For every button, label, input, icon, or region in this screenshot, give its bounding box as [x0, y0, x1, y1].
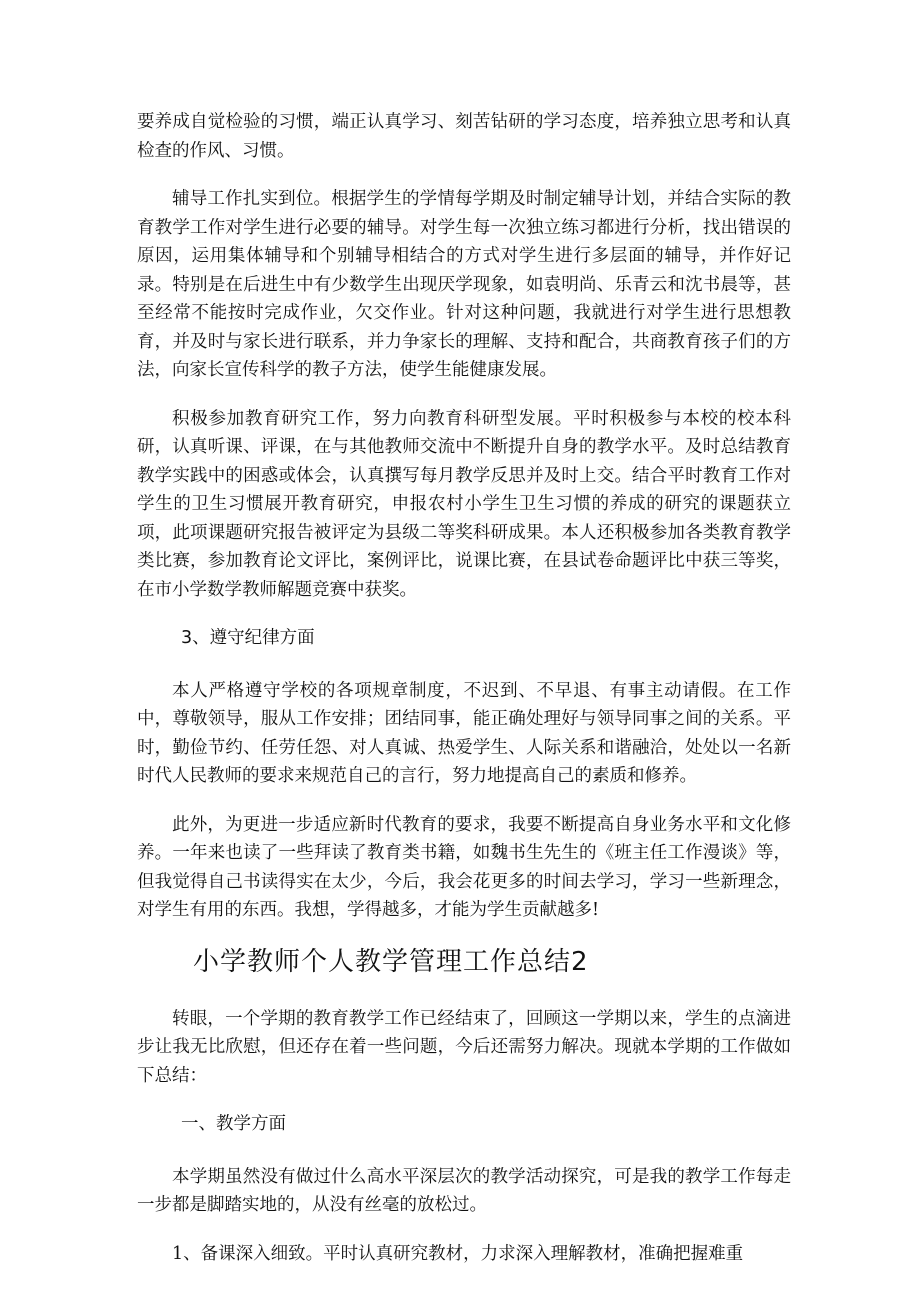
- section-label: 、遵守纪律方面: [192, 628, 315, 648]
- section-heading-teaching: 一、教学方面: [181, 1114, 286, 1134]
- paragraph-teaching: 本学期虽然没有做过什么高水平深层次的教学活动探究，可是我的教学工作每走一步都是脚踏实地的，从没有丝毫的放松过。: [137, 1166, 791, 1215]
- paragraph-habits: 要养成自觉检验的习惯，端正认真学习、刻苦钻研的学习态度，培养独立思考和认真检查的作风、习惯。: [137, 112, 791, 161]
- paragraph-discipline: 本人严格遵守学校的各项规章制度，不迟到、不早退、有事主动请假。在工作中，尊敬领导，服从工作安排；团结同事，能正确处理好与领导同事之间的关系。平时，勤俭节约、任劳任怨、对人真诚、热爱学生、人际关系和谐融洽，处处以一名新时代人民教师的要求来规范自己的言行，努力地提高自己的素质和修养。: [137, 680, 791, 786]
- document-page: [137, 108, 791, 1268]
- document-title-2: 小学教师个人教学管理工作总结2: [193, 946, 589, 977]
- paragraph-self-improvement: 此外，为更进一步适应新时代教育的要求，我要不断提高自身业务水平和文化修养。一年来也读了一些拜读了教育类书籍，如魏书生先生的《班主任工作漫谈》等，但我觉得自己书读得实在太少，今后，我会花更多的时间去学习，学习一些新理念，对学生有用的东西。我想，学得越多，才能为学生贡献越多!: [137, 814, 791, 920]
- section-number: 3: [181, 628, 193, 648]
- paragraph-tutoring: 辅导工作扎实到位。根据学生的学情每学期及时制定辅导计划，并结合实际的教育教学工作对学生进行必要的辅导。对学生每一次独立练习都进行分析，找出错误的原因，运用集体辅导和个别辅导相结合的方式对学生进行多层面的辅导，并作好记录。特别是在后进生中有少数学生出现厌学现象，如袁明尚、乐青云和沈书晨等，甚至经常不能按时完成作业，欠交作业。针对这种问题，我就进行对学生进行思想教育，并及时与家长进行联系，并力争家长的理解、支持和配合，共商教育孩子们的方法，向家长宣传科学的教子方法，使学生能健康发展。: [137, 189, 791, 380]
- paragraph-intro: 转眼，一个学期的教育教学工作已经结束了，回顾这一学期以来，学生的点滴进步让我无比欣慰，但还存在着一些问题，今后还需努力解决。现就本学期的工作做如下总结：: [137, 1008, 791, 1086]
- paragraph-research: 积极参加教育研究工作，努力向教育科研型发展。平时积极参与本校的校本科研，认真听课、评课，在与其他教师交流中不断提升自身的教学水平。及时总结教育教学实践中的困惑或体会，认真撰写每月教学反思并及时上交。结合平时教育工作对学生的卫生习惯展开教育研究，申报农村小学生卫生习惯的养成的研究的课题获立项，此项课题研究报告被评定为县级二等奖科研成果。本人还积极参加各类教育教学类比赛，参加教育论文评比，案例评比，说课比赛，在县试卷命题评比中获三等奖，在市小学数学教师解题竞赛中获奖。: [137, 408, 791, 600]
- section-heading-discipline: [137, 624, 791, 653]
- paragraph-lesson-prep: 1、备课深入细致。平时认真研究教材，力求深入理解教材，准确把握难重: [172, 1243, 744, 1264]
